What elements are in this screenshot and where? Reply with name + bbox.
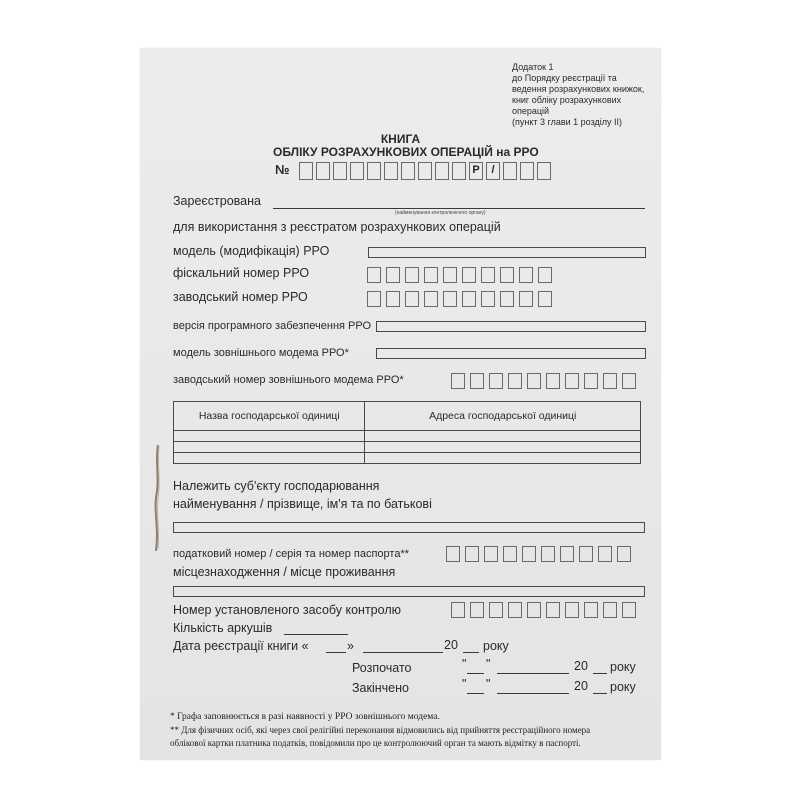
digit-box[interactable] (386, 291, 400, 307)
digit-box[interactable] (470, 373, 484, 389)
footnote-passport-line2: облікової картки платника податків, повідомили про це контролюючий орган та мають відмітку в паспорті. (170, 738, 581, 748)
number-box[interactable] (503, 162, 517, 180)
digit-box[interactable] (451, 373, 465, 389)
digit-box[interactable] (584, 602, 598, 618)
digit-box[interactable] (508, 602, 522, 618)
number-box[interactable] (401, 162, 415, 180)
digit-box[interactable] (443, 267, 457, 283)
started-label: Розпочато (352, 661, 412, 675)
number-box[interactable] (384, 162, 398, 180)
owner-label: Належить суб'єкту господарювання (173, 479, 380, 493)
digit-box[interactable] (386, 267, 400, 283)
digit-box[interactable] (519, 291, 533, 307)
digit-box[interactable] (565, 602, 579, 618)
appendix-line: операцій (512, 106, 550, 116)
binding-thread-icon (153, 443, 161, 553)
table-cell[interactable] (365, 453, 641, 464)
digit-box[interactable] (565, 373, 579, 389)
digit-box[interactable] (405, 291, 419, 307)
digit-box[interactable] (405, 267, 419, 283)
registered-label: Зареєстрована (173, 194, 261, 208)
unit-name-header: Назва господарської одиниці (174, 402, 365, 431)
tax-number-label: податковий номер / серія та номер паспорта** (173, 548, 410, 560)
digit-box[interactable] (465, 546, 479, 562)
digit-box[interactable] (462, 291, 476, 307)
registered-by-field[interactable] (273, 208, 645, 209)
appendix-note (512, 62, 662, 128)
digit-box[interactable] (519, 267, 533, 283)
digit-box[interactable] (489, 602, 503, 618)
reg-year-prefix: 20 (444, 638, 458, 652)
number-box[interactable] (367, 162, 381, 180)
digit-box[interactable] (560, 546, 574, 562)
number-label: № (275, 162, 290, 177)
finished-year-prefix: 20 (574, 679, 588, 693)
digit-box[interactable] (522, 546, 536, 562)
digit-box[interactable] (541, 546, 555, 562)
digit-box[interactable] (579, 546, 593, 562)
registered-by-caption: (найменування контролюючого органу) (395, 210, 486, 216)
started-quote-open: " (462, 657, 467, 671)
reg-day-field[interactable] (326, 652, 346, 653)
number-box[interactable] (537, 162, 551, 180)
digit-box[interactable] (481, 291, 495, 307)
reg-month-field[interactable] (363, 652, 443, 653)
digit-box[interactable] (443, 291, 457, 307)
digit-box[interactable] (424, 267, 438, 283)
number-box[interactable] (452, 162, 466, 180)
appendix-line: (пункт 3 глави 1 розділу ІІ) (512, 117, 623, 127)
started-month-field[interactable] (497, 673, 569, 674)
appendix-line: ведення розрахункових книжок, (512, 84, 645, 94)
started-year-prefix: 20 (574, 659, 588, 673)
reg-date-label: Дата реєстрації книги « (173, 639, 309, 653)
digit-box[interactable] (598, 546, 612, 562)
control-device-label: Номер установленого засобу контролю (173, 603, 401, 617)
digit-box[interactable] (584, 373, 598, 389)
appendix-line: Додаток 1 (512, 62, 554, 72)
digit-box[interactable] (500, 291, 514, 307)
table-cell[interactable] (365, 431, 641, 442)
digit-box[interactable] (446, 546, 460, 562)
model-label: модель (модифікація) РРО (173, 244, 330, 258)
digit-box[interactable] (424, 291, 438, 307)
digit-box[interactable] (617, 546, 631, 562)
book-title: КНИГА (380, 132, 421, 146)
finished-year-field[interactable] (593, 693, 607, 694)
finished-day-field[interactable] (467, 693, 484, 694)
table-cell[interactable] (174, 442, 365, 453)
footnote-modem: * Графа заповнюється в разі наявності у РРО зовнішнього модема. (170, 712, 440, 722)
table-row[interactable] (174, 453, 641, 464)
number-box[interactable] (333, 162, 347, 180)
digit-box[interactable] (527, 373, 541, 389)
table-row[interactable] (174, 442, 641, 453)
reg-year-suffix: року (483, 639, 509, 653)
digit-box[interactable] (481, 267, 495, 283)
modem-model-field[interactable] (376, 348, 646, 359)
number-box[interactable] (299, 162, 313, 180)
software-version-label: версія програмного забезпечення РРО (173, 320, 372, 332)
digit-box[interactable] (451, 602, 465, 618)
number-box[interactable] (435, 162, 449, 180)
digit-box[interactable] (484, 546, 498, 562)
appendix-line: до Порядку реєстрації та (512, 73, 617, 83)
finished-quote-close: " (486, 677, 491, 691)
reg-year-field[interactable] (463, 652, 479, 653)
appendix-line: книг обліку розрахункових (512, 95, 622, 105)
reg-date-close-quote: » (347, 639, 354, 653)
digit-box[interactable] (603, 602, 617, 618)
table-cell[interactable] (174, 431, 365, 442)
finished-quote-open: " (462, 677, 467, 691)
digit-box[interactable] (367, 267, 381, 283)
number-box[interactable] (520, 162, 534, 180)
digit-box[interactable] (538, 291, 552, 307)
book-subtitle: ОБЛІКУ РОЗРАХУНКОВИХ ОПЕРАЦІЙ на РРО (273, 145, 539, 159)
model-field[interactable] (368, 247, 646, 258)
location-field[interactable] (173, 586, 645, 597)
table-cell[interactable] (174, 453, 365, 464)
digit-box[interactable] (462, 267, 476, 283)
table-row[interactable] (174, 431, 641, 442)
digit-box[interactable] (503, 546, 517, 562)
started-quote-close: " (486, 657, 491, 671)
finished-month-field[interactable] (497, 693, 569, 694)
finished-year-suffix: року (610, 680, 636, 694)
unit-address-header: Адреса господарської одиниці (365, 402, 641, 431)
owner-name-field[interactable] (173, 522, 645, 533)
purpose-text: для використання з реєстратом розрахункових операцій (173, 220, 501, 234)
digit-box[interactable] (546, 602, 560, 618)
modem-model-label: модель зовнішнього модема РРО* (173, 347, 349, 359)
finished-label: Закінчено (352, 681, 409, 695)
digit-box[interactable] (527, 602, 541, 618)
digit-box[interactable] (367, 291, 381, 307)
digit-box[interactable] (603, 373, 617, 389)
digit-box[interactable] (489, 373, 503, 389)
fiscal-number-label: фіскальний номер РРО (173, 266, 310, 280)
software-version-field[interactable] (376, 321, 646, 332)
form-page (140, 48, 661, 760)
number-box[interactable]: / (486, 162, 500, 180)
digit-box[interactable] (470, 602, 484, 618)
digit-box[interactable] (622, 602, 636, 618)
number-box[interactable] (316, 162, 330, 180)
digit-box[interactable] (538, 267, 552, 283)
serial-number-label: заводський номер РРО (173, 290, 308, 304)
number-box[interactable] (418, 162, 432, 180)
business-units-table (173, 401, 641, 464)
digit-box[interactable] (546, 373, 560, 389)
sheets-field[interactable] (284, 634, 348, 635)
footnote-passport-line1: ** Для фізичних осіб, які через свої релігійні переконання відмовились від прийняття реєстраційного номера (170, 725, 591, 735)
digit-box[interactable] (500, 267, 514, 283)
table-cell[interactable] (365, 442, 641, 453)
number-box[interactable] (350, 162, 364, 180)
started-year-field[interactable] (593, 673, 607, 674)
digit-box[interactable] (622, 373, 636, 389)
started-year-suffix: року (610, 660, 636, 674)
modem-serial-label: заводський номер зовнішнього модема РРО* (173, 374, 404, 386)
sheets-label: Кількість аркушів (173, 621, 273, 635)
digit-box[interactable] (508, 373, 522, 389)
number-box[interactable]: Р (469, 162, 483, 180)
started-day-field[interactable] (467, 673, 484, 674)
table-header-row (174, 402, 641, 431)
location-label: місцезнаходження / місце проживання (173, 565, 396, 579)
owner-name-label: найменування / прізвище, ім'я та по батькові (173, 497, 432, 511)
